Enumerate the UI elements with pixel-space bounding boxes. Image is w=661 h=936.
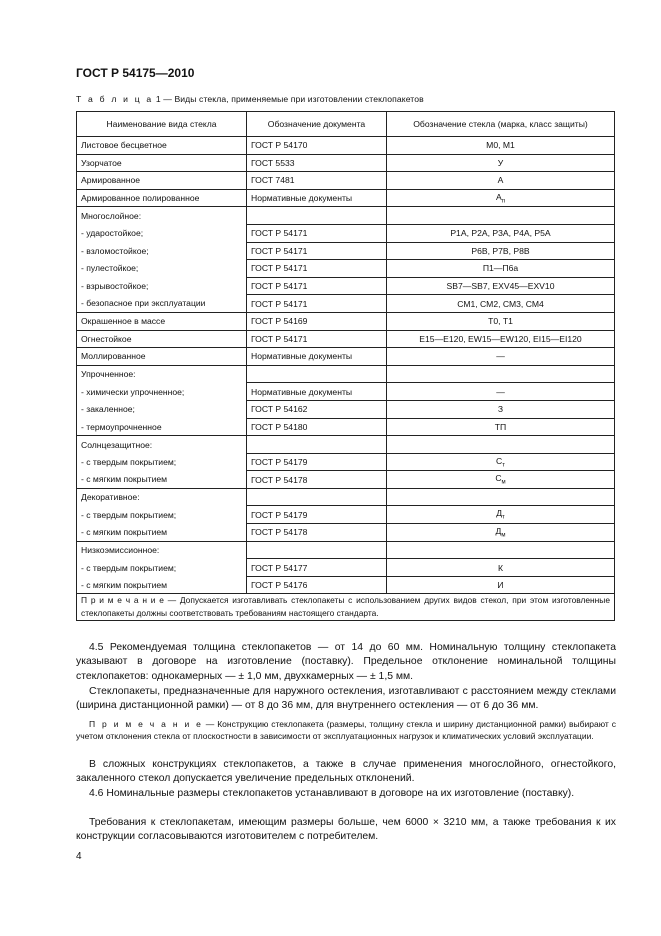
designation-text: Т0, Т1 xyxy=(488,316,513,327)
designation-text: А xyxy=(497,175,504,186)
cell-document: ГОСТ Р 54178 xyxy=(247,524,387,542)
cell-designation xyxy=(387,453,615,471)
cell-document: ГОСТ Р 54171 xyxy=(247,224,387,242)
cell-glass-name: Упрочненное: xyxy=(77,365,247,383)
cell-document xyxy=(247,488,387,506)
table-note-label: П р и м е ч а н и е xyxy=(81,595,164,606)
cell-glass-name: - химически упрочненное; xyxy=(77,383,247,401)
designation-text: SB7—SB7, EXV45—EXV10 xyxy=(446,281,555,292)
cell-designation xyxy=(387,154,615,172)
table-row xyxy=(77,154,615,172)
column-header-name: Наименование вида стекла xyxy=(77,112,247,137)
designation-text: Д xyxy=(496,508,503,519)
table-row xyxy=(77,418,615,436)
table-row xyxy=(77,400,615,418)
table-row xyxy=(77,471,615,489)
designation-text: Р1А, Р2А, Р3А, Р4А, Р5А xyxy=(450,228,551,239)
cell-glass-name: Многослойное: xyxy=(77,207,247,225)
cell-designation xyxy=(387,524,615,542)
designation-text: С xyxy=(495,473,502,484)
designation-subscript: т xyxy=(502,515,505,522)
table-row xyxy=(77,224,615,242)
designation-text: М0, М1 xyxy=(486,140,515,151)
cell-designation xyxy=(387,330,615,348)
cell-glass-name: Листовое бесцветное xyxy=(77,137,247,155)
table-row xyxy=(77,559,615,577)
cell-document xyxy=(247,436,387,454)
document-header: ГОСТ Р 54175—2010 xyxy=(76,66,195,80)
cell-glass-name: - взломостойкое; xyxy=(77,242,247,260)
designation-text: — xyxy=(496,386,505,397)
table-row xyxy=(77,172,615,190)
cell-document: ГОСТ Р 54170 xyxy=(247,137,387,155)
table-row xyxy=(77,506,615,524)
cell-document: ГОСТ 5533 xyxy=(247,154,387,172)
cell-designation xyxy=(387,471,615,489)
designation-text: ТП xyxy=(494,421,507,432)
table-row xyxy=(77,277,615,295)
cell-designation xyxy=(387,436,615,454)
cell-document: Нормативные документы xyxy=(247,383,387,401)
paragraph-spacing: Стеклопакеты, предназначенные для наружного остекления, изготавливают с расстоянием между стеклами (ширина дистанционной рамки) — от 8 до 36 мм, для внутреннего остекления — от 6 до 36 мм. xyxy=(76,686,616,712)
cell-glass-name: Низкоэмиссионное: xyxy=(77,541,247,559)
designation-text: E15—E120, EW15—EW120, EI15—EI120 xyxy=(419,333,582,344)
table-row xyxy=(77,453,615,471)
cell-glass-name: Армированное полированное xyxy=(77,189,247,207)
designation-text: С xyxy=(496,455,503,466)
table-note xyxy=(77,594,615,621)
cell-document: ГОСТ Р 54171 xyxy=(247,260,387,278)
cell-designation xyxy=(387,224,615,242)
designation-text: З xyxy=(497,404,504,415)
cell-designation xyxy=(387,576,615,594)
cell-glass-name: Окрашенное в массе xyxy=(77,312,247,330)
cell-glass-name: - термоупрочненное xyxy=(77,418,247,436)
cell-designation xyxy=(387,312,615,330)
cell-glass-name: Узорчатое xyxy=(77,154,247,172)
cell-document: ГОСТ Р 54171 xyxy=(247,277,387,295)
table-row xyxy=(77,189,615,207)
table-row xyxy=(77,436,615,454)
cell-document: ГОСТ Р 54178 xyxy=(247,471,387,489)
table-caption xyxy=(76,94,424,104)
table-row xyxy=(77,524,615,542)
cell-glass-name: Огнестойкое xyxy=(77,330,247,348)
cell-glass-name: - безопасное при эксплуатации xyxy=(77,295,247,313)
table-row xyxy=(77,330,615,348)
cell-designation xyxy=(387,365,615,383)
cell-glass-name: - взрывостойкое; xyxy=(77,277,247,295)
cell-document: ГОСТ Р 54176 xyxy=(247,576,387,594)
cell-designation xyxy=(387,277,615,295)
cell-document xyxy=(247,207,387,225)
cell-designation xyxy=(387,488,615,506)
cell-glass-name: - ударостойкое; xyxy=(77,224,247,242)
cell-document: Нормативные документы xyxy=(247,189,387,207)
cell-designation xyxy=(387,242,615,260)
construction-note-text: — Конструкцию стеклопакета (размеры, толщину стекла и ширину дистанционной рамки) выбирают с учетом отклонения стекла от плоскостности в зависимости от эксплуатационных нагрузок и климатических условий эксплуатации. xyxy=(76,719,616,741)
table-row xyxy=(77,260,615,278)
cell-designation xyxy=(387,559,615,577)
table-row xyxy=(77,137,615,155)
table-row xyxy=(77,348,615,366)
cell-designation xyxy=(387,137,615,155)
designation-text: — xyxy=(496,351,505,362)
designation-subscript: м xyxy=(501,479,506,486)
cell-glass-name: - с мягким покрытием xyxy=(77,471,247,489)
cell-designation xyxy=(387,348,615,366)
column-header-document: Обозначение документа xyxy=(247,112,387,137)
cell-designation xyxy=(387,383,615,401)
cell-designation xyxy=(387,506,615,524)
designation-text: А xyxy=(496,191,502,202)
cell-glass-name: Декоративное: xyxy=(77,488,247,506)
glass-types-table xyxy=(76,111,615,621)
page-number: 4 xyxy=(76,851,82,862)
cell-document: ГОСТ Р 54171 xyxy=(247,330,387,348)
table-header-row xyxy=(77,112,615,137)
cell-designation xyxy=(387,189,615,207)
cell-glass-name: - с твердым покрытием; xyxy=(77,559,247,577)
designation-subscript: п xyxy=(501,198,505,205)
table-caption-label: Т а б л и ц а xyxy=(76,94,154,104)
cell-glass-name: - с мягким покрытием xyxy=(77,576,247,594)
cell-document: ГОСТ Р 54179 xyxy=(247,506,387,524)
cell-document: ГОСТ Р 54171 xyxy=(247,242,387,260)
cell-designation xyxy=(387,207,615,225)
designation-text: Р6В, Р7В, Р8В xyxy=(471,245,530,256)
cell-document: ГОСТ Р 54180 xyxy=(247,418,387,436)
designation-subscript: м xyxy=(501,532,506,539)
cell-glass-name: Солнцезащитное: xyxy=(77,436,247,454)
designation-subscript: т xyxy=(502,462,505,469)
designation-text: П1—П6а xyxy=(482,263,519,274)
table-row xyxy=(77,365,615,383)
paragraph-4-5: 4.5 Рекомендуемая толщина стеклопакетов — от 14 до 60 мм. Номинальную толщину стеклопакета указывают в договоре на изготовление (поставку). Предельное отклонение номинальной толщины стеклопакетов: однокамерных — ± 1,0 мм, двухкамерных — ± 1,5 мм. xyxy=(76,642,616,682)
table-row xyxy=(77,242,615,260)
cell-glass-name: - пулестойкое; xyxy=(77,260,247,278)
table-row xyxy=(77,207,615,225)
table-row xyxy=(77,541,615,559)
column-header-designation: Обозначение стекла (марка, класс защиты) xyxy=(387,112,615,137)
cell-designation xyxy=(387,172,615,190)
construction-note-label: П р и м е ч а н и е xyxy=(89,719,203,729)
table-note-text: — Допускается изготавливать стеклопакеты с использованием других видов стекол, при этом изготовленные стеклопакеты должны соответствовать требованиям настоящего стандарта. xyxy=(81,595,610,619)
cell-glass-name: - закаленное; xyxy=(77,400,247,418)
designation-text: СМ1, СМ2, СМ3, СМ4 xyxy=(457,298,544,309)
designation-text: К xyxy=(497,562,503,573)
cell-glass-name: Моллированное xyxy=(77,348,247,366)
cell-glass-name: Армированное xyxy=(77,172,247,190)
designation-text: И xyxy=(497,580,504,591)
cell-document: ГОСТ Р 54177 xyxy=(247,559,387,577)
cell-designation xyxy=(387,418,615,436)
cell-glass-name: - с твердым покрытием; xyxy=(77,506,247,524)
table-note-row xyxy=(77,594,615,621)
cell-document: ГОСТ Р 54162 xyxy=(247,400,387,418)
cell-glass-name: - с твердым покрытием; xyxy=(77,453,247,471)
designation-text: Д xyxy=(495,526,502,536)
cell-designation xyxy=(387,295,615,313)
cell-document xyxy=(247,541,387,559)
cell-document: Нормативные документы xyxy=(247,348,387,366)
cell-document: ГОСТ Р 54169 xyxy=(247,312,387,330)
cell-document: ГОСТ 7481 xyxy=(247,172,387,190)
construction-note xyxy=(76,718,616,742)
paragraph-requirements: Требования к стеклопакетам, имеющим размеры больше, чем 6000 × 3210 мм, а также требования к их конструкции согласовываются изготовителем с потребителем. xyxy=(76,817,616,843)
table-row xyxy=(77,488,615,506)
cell-designation xyxy=(387,260,615,278)
table-row xyxy=(77,312,615,330)
table-caption-text: 1 — Виды стекла, применяемые при изготовлении стеклопакетов xyxy=(153,94,424,104)
table-row xyxy=(77,576,615,594)
table-row xyxy=(77,383,615,401)
cell-document xyxy=(247,365,387,383)
cell-designation xyxy=(387,541,615,559)
paragraph-complex: В сложных конструкциях стеклопакетов, а также в случае применения многослойного, огнестойкого, закаленного стекол допускается увеличение предельных отклонений. xyxy=(76,759,616,785)
cell-glass-name: - с мягким покрытием xyxy=(77,524,247,542)
cell-document: ГОСТ Р 54171 xyxy=(247,295,387,313)
cell-designation xyxy=(387,400,615,418)
cell-document: ГОСТ Р 54179 xyxy=(247,453,387,471)
paragraph-4-6: 4.6 Номинальные размеры стеклопакетов устанавливают в договоре на их изготовление (поставку). xyxy=(89,788,575,799)
table-row xyxy=(77,295,615,313)
designation-text: У xyxy=(497,157,504,168)
